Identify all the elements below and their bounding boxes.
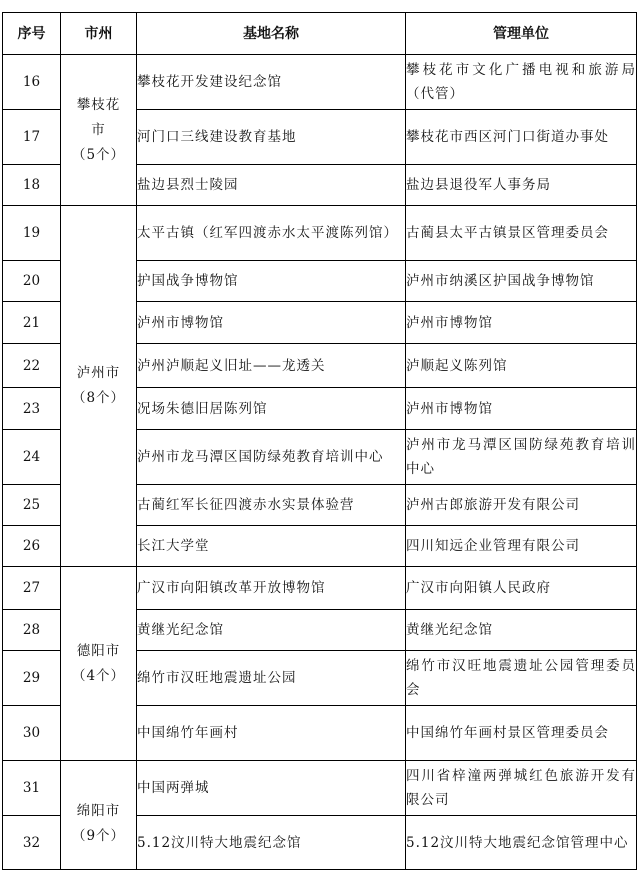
row-name: 5.12汶川特大地震纪念馆 [137, 816, 406, 870]
city-line: 市 [91, 121, 106, 138]
city-cell-deyang [61, 567, 137, 761]
row-no: 28 [3, 610, 61, 651]
city-line: 攀枝花 [76, 96, 121, 113]
row-no: 24 [3, 430, 61, 485]
row-name: 泸州泸顺起义旧址——龙透关 [137, 344, 406, 388]
row-unit: 泸州古郎旅游开发有限公司 [406, 485, 637, 526]
table-row [3, 567, 637, 610]
row-unit: 四川知远企业管理有限公司 [406, 526, 637, 567]
row-unit: 广汉市向阳镇人民政府 [406, 567, 637, 610]
city-cell-luzhou [61, 206, 137, 567]
row-name: 河门口三线建设教育基地 [137, 110, 406, 165]
row-name: 中国绵竹年画村 [137, 706, 406, 761]
row-unit: 攀枝花市文化广播电视和旅游局（代管） [406, 55, 637, 110]
table-row [3, 206, 637, 261]
row-no: 23 [3, 388, 61, 430]
row-unit: 中国绵竹年画村景区管理委员会 [406, 706, 637, 761]
header-unit: 管理单位 [406, 13, 637, 55]
row-name: 护国战争博物馆 [137, 261, 406, 302]
row-no: 27 [3, 567, 61, 610]
city-count: （5个） [71, 146, 126, 163]
row-unit: 泸州市纳溪区护国战争博物馆 [406, 261, 637, 302]
row-unit: 盐边县退役军人事务局 [406, 165, 637, 206]
row-unit: 绵竹市汉旺地震遗址公园管理委员会 [406, 651, 637, 706]
row-no: 18 [3, 165, 61, 206]
row-name: 攀枝花开发建设纪念馆 [137, 55, 406, 110]
row-name: 盐边县烈士陵园 [137, 165, 406, 206]
row-unit: 泸州市博物馆 [406, 388, 637, 430]
row-name: 绵竹市汉旺地震遗址公园 [137, 651, 406, 706]
row-name: 太平古镇（红军四渡赤水太平渡陈列馆） [137, 206, 406, 261]
row-no: 16 [3, 55, 61, 110]
row-name: 长江大学堂 [137, 526, 406, 567]
row-name: 黄继光纪念馆 [137, 610, 406, 651]
row-unit: 泸顺起义陈列馆 [406, 344, 637, 388]
row-name: 中国两弹城 [137, 761, 406, 816]
row-no: 19 [3, 206, 61, 261]
row-no: 25 [3, 485, 61, 526]
city-count: （8个） [71, 390, 126, 406]
header-city: 市州 [61, 13, 137, 55]
row-no: 22 [3, 344, 61, 388]
row-no: 32 [3, 816, 61, 870]
city-line: 绵阳市 [76, 803, 121, 819]
row-no: 30 [3, 706, 61, 761]
row-name: 泸州市博物馆 [137, 302, 406, 344]
header-row [3, 13, 637, 55]
row-no: 20 [3, 261, 61, 302]
row-no: 29 [3, 651, 61, 706]
row-unit: 黄继光纪念馆 [406, 610, 637, 651]
city-cell-mianyang [61, 761, 137, 870]
row-unit: 泸州市龙马潭区国防绿苑教育培训中心 [406, 430, 637, 485]
row-unit: 四川省梓潼两弹城红色旅游开发有限公司 [406, 761, 637, 816]
table-row [3, 55, 637, 110]
row-no: 21 [3, 302, 61, 344]
row-no: 17 [3, 110, 61, 165]
city-line: 德阳市 [76, 642, 121, 659]
row-name: 古蔺红军长征四渡赤水实景体验营 [137, 485, 406, 526]
city-count: （9个） [71, 828, 126, 844]
row-no: 31 [3, 761, 61, 816]
header-no: 序号 [3, 13, 61, 55]
city-cell-panzhihua [61, 55, 137, 206]
base-list-table [2, 12, 637, 870]
row-no: 26 [3, 526, 61, 567]
row-unit: 5.12汶川特大地震纪念馆管理中心 [406, 816, 637, 870]
row-unit: 攀枝花市西区河门口街道办事处 [406, 110, 637, 165]
city-line: 泸州市 [76, 365, 121, 381]
row-name: 泸州市龙马潭区国防绿苑教育培训中心 [137, 430, 406, 485]
row-unit: 泸州市博物馆 [406, 302, 637, 344]
city-count: （4个） [71, 667, 126, 684]
row-name: 广汉市向阳镇改革开放博物馆 [137, 567, 406, 610]
row-unit: 古蔺县太平古镇景区管理委员会 [406, 206, 637, 261]
header-name: 基地名称 [137, 13, 406, 55]
row-name: 况场朱德旧居陈列馆 [137, 388, 406, 430]
table-row [3, 761, 637, 816]
